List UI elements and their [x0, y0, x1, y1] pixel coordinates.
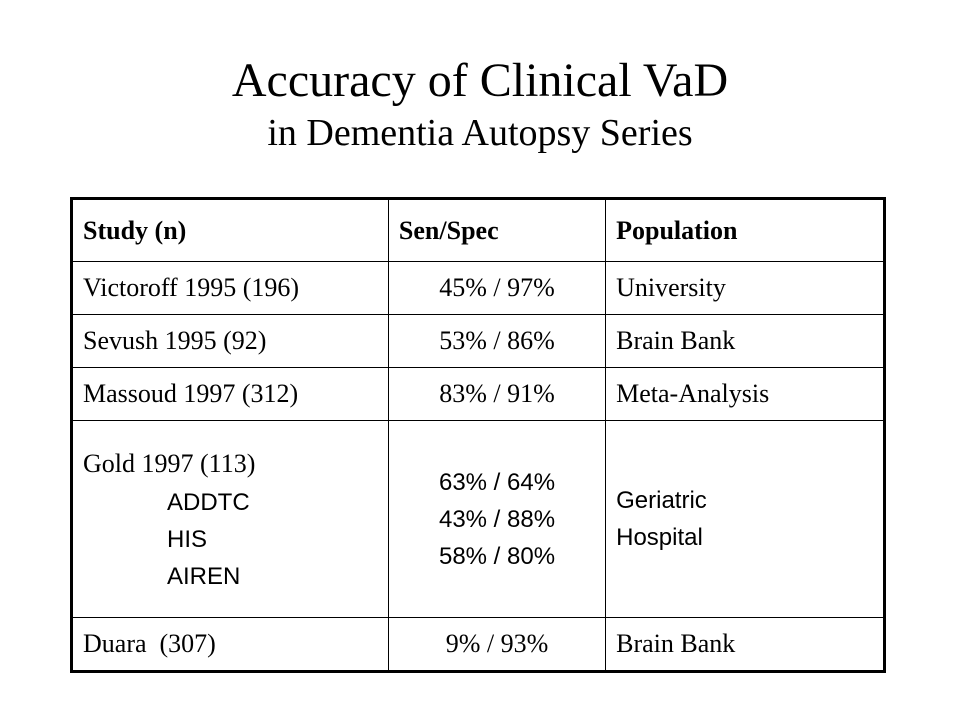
cell-senspec: [388, 421, 605, 618]
table-row: [72, 262, 885, 315]
criteria-label: HIS: [167, 525, 208, 553]
senspec-value: 43% / 88%: [438, 505, 556, 533]
title-subtitle: in Dementia Autopsy Series: [267, 112, 693, 154]
cell-senspec: 9% / 93%: [388, 618, 605, 672]
accuracy-table: [70, 197, 886, 673]
cell-population: University: [606, 262, 885, 315]
cell-study: Massoud 1997 (312): [72, 368, 389, 421]
header-study: Study (n): [72, 199, 389, 262]
cell-senspec: 45% / 97%: [388, 262, 605, 315]
population-line: Geriatric: [616, 487, 707, 514]
cell-population: Brain Bank: [606, 315, 885, 368]
slide-title: [0, 52, 960, 156]
cell-study: [72, 421, 389, 618]
table-row: [72, 618, 885, 672]
cell-study: Victoroff 1995 (196): [72, 262, 389, 315]
cell-study: Sevush 1995 (92): [72, 315, 389, 368]
header-population: Population: [606, 199, 885, 262]
cell-population: Brain Bank: [606, 618, 885, 672]
cell-senspec: 83% / 91%: [388, 368, 605, 421]
cell-population: [606, 421, 885, 618]
table-row: [72, 421, 885, 618]
header-senspec: Sen/Spec: [388, 199, 605, 262]
senspec-value: 63% / 64%: [438, 468, 556, 496]
population-line: Hospital: [616, 524, 703, 551]
table-header-row: [72, 199, 885, 262]
table-row: [72, 315, 885, 368]
cell-study: Duara (307): [72, 618, 389, 672]
cell-population: Meta-Analysis: [606, 368, 885, 421]
criteria-label: AIREN: [167, 562, 241, 590]
cell-senspec: 53% / 86%: [388, 315, 605, 368]
criteria-label: ADDTC: [167, 488, 250, 516]
study-name: Gold 1997 (113): [83, 448, 256, 478]
senspec-value: 58% / 80%: [438, 542, 556, 570]
table-row: [72, 368, 885, 421]
title-main: Accuracy of Clinical VaD: [231, 54, 729, 107]
